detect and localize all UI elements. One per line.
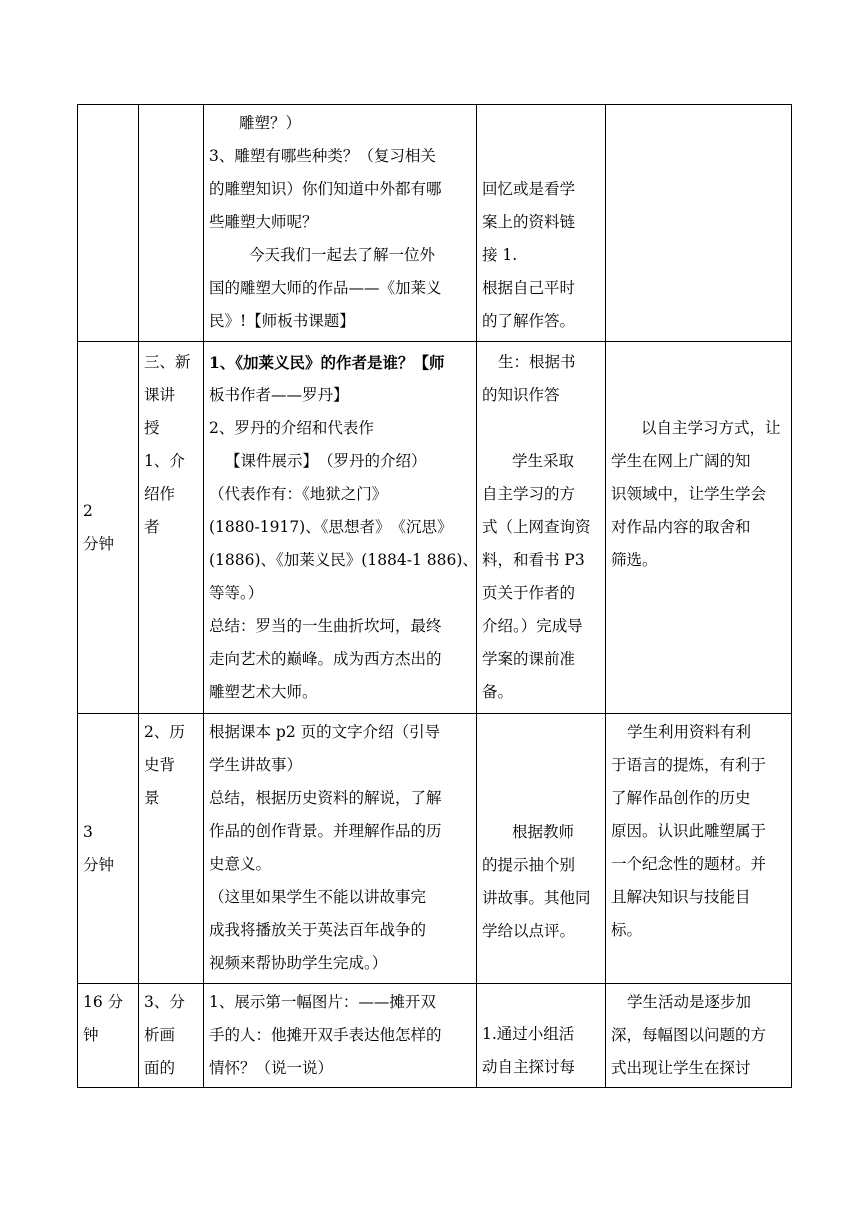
text-line: 介绍。）完成导 (482, 617, 583, 635)
text-line: 雕塑？） (239, 114, 302, 132)
stage-cell (139, 342, 204, 714)
text-line: 情怀？（说一说） (209, 1059, 334, 1077)
text-line: 回忆或是看学 (482, 180, 576, 198)
purpose-cell (606, 342, 792, 714)
text-line: 2 (83, 501, 93, 520)
text-line: 总结：罗当的一生曲折坎坷，最终 (209, 617, 442, 635)
text-line: 式（上网查询资 (482, 518, 591, 536)
text-line: 筛选。 (611, 551, 658, 569)
text-line: 对作品内容的取舍和 (611, 518, 751, 536)
text-line: 2、历 (144, 723, 185, 741)
text-line: 识领域中，让学生学会 (611, 485, 767, 503)
text-line: 一个纪念性的题材。并 (611, 855, 767, 873)
text-line: 走向艺术的巅峰。成为西方杰出的 (209, 650, 442, 668)
text-line: 成我将播放关于英法百年战争的 (209, 921, 427, 939)
table-row (78, 714, 792, 984)
text-line: 3、分 (144, 993, 185, 1011)
lesson-plan-table (77, 104, 792, 1088)
student-activity-cell (477, 105, 606, 342)
purpose-cell (606, 105, 792, 342)
stage-cell (139, 714, 204, 984)
text-line: 国的雕塑大师的作品——《加莱义 (209, 279, 442, 297)
student-activity-cell (477, 342, 606, 714)
text-line: 学生利用资料有利 (627, 723, 752, 741)
text-line (209, 272, 471, 305)
text-line: 3、雕塑有哪些种类？（复习相关 (209, 147, 436, 165)
text-line: 学生讲故事） (209, 756, 303, 774)
stage-cell (139, 984, 204, 1088)
teacher-activity-cell (204, 714, 477, 984)
text-line: 雕塑艺术大师。 (209, 683, 318, 701)
text-line: 的知识作答 (482, 386, 560, 404)
text-line: 课讲 (144, 386, 176, 404)
text-line: 深，每幅图以问题的方 (611, 1026, 767, 1044)
text-line: 标。 (611, 921, 643, 939)
purpose-cell (606, 984, 792, 1088)
student-activity-cell (477, 984, 606, 1088)
text-line: 1、展示第一幅图片：——摊开双 (209, 993, 436, 1011)
text-line: 学生在网上广阔的知 (611, 452, 751, 470)
text-line: 史背 (144, 756, 176, 774)
text-line: 1、介 (144, 452, 185, 470)
text-line: 2、罗丹的介绍和代表作 (209, 419, 374, 437)
text-line: 案上的资料链 (482, 213, 576, 231)
text-line: 分钟 (83, 855, 115, 874)
text-line: 于语言的提炼，有利于 (611, 756, 767, 774)
text-line: 今天我们一起去了解一位外 (249, 246, 436, 264)
text-line: 学给以点评。 (482, 922, 576, 940)
text-line: 等等。） (209, 584, 264, 602)
text-line: 备。 (482, 683, 514, 701)
student-activity-cell (477, 714, 606, 984)
teacher-activity-cell (204, 342, 477, 714)
table-row (78, 342, 792, 714)
text-line: （代表作有：《地狱之门》 (209, 485, 388, 503)
text-line: 16 分 (83, 993, 124, 1011)
text-line: 作品的创作背景。并理解作品的历 (209, 822, 442, 840)
text-line: 页关于作者的 (482, 584, 576, 602)
text-line: 学生采取 (512, 452, 575, 470)
text-line: 1、《加莱义民》的作者是谁？【师 (209, 353, 445, 372)
text-line: (1886)、《加莱义民》(1884-1 886)、 (209, 551, 478, 569)
text-line: 三、新 (144, 353, 191, 371)
text-line: 的了解作答。 (482, 312, 576, 330)
text-line: 分钟 (83, 534, 115, 553)
text-line: 料，和看书 P3 (482, 551, 585, 569)
text-line: 3 (83, 822, 93, 841)
text-line: 绍作 (144, 485, 176, 503)
text-line: 原因。认识此雕塑属于 (611, 822, 767, 840)
text-line: 视频来帮协助学生完成。） (209, 954, 388, 972)
text-line: 钟 (83, 1026, 99, 1044)
time-cell (78, 342, 139, 714)
text-line: 总结，根据历史资料的解说，了解 (209, 789, 442, 807)
text-line: 接 1. (482, 246, 518, 264)
time-cell (78, 105, 139, 342)
teacher-activity-cell (204, 105, 477, 342)
text-line: 【课件展示】 （罗丹的介绍） (225, 452, 427, 470)
text-line: 民》!【师板书课题】 (209, 312, 355, 330)
text-line: 且解决知识与技能目 (611, 888, 751, 906)
teacher-activity-cell (204, 984, 477, 1088)
table-row (78, 105, 792, 342)
table-row (78, 984, 792, 1088)
text-line: 学案的课前准 (482, 650, 576, 668)
text-line: 生：根据书 (498, 353, 576, 371)
text-line: 的雕塑知识）你们知道中外都有哪 (209, 180, 442, 198)
text-line: 讲故事。其他同 (482, 889, 591, 907)
purpose-cell (606, 714, 792, 984)
stage-cell (139, 105, 204, 342)
text-line: （这里如果学生不能以讲故事完 (209, 888, 427, 906)
time-cell (78, 714, 139, 984)
text-line: 手的人：他摊开双手表达他怎样的 (209, 1026, 442, 1044)
text-line: 根据自己平时 (482, 279, 576, 297)
text-line: 些雕塑大师呢？ (209, 213, 318, 231)
text-line: 1.通过小组活 (482, 1025, 575, 1043)
text-line: (1880-1917)、《思想者》 《沉思》 (209, 518, 453, 536)
text-line: 者 (144, 518, 160, 536)
text-line: 式出现让学生在探讨 (611, 1059, 751, 1077)
text-line: 板书作者——罗丹】 (209, 386, 349, 404)
text-line: 以自主学习方式，让 (641, 419, 781, 437)
text-line: 根据教师 (512, 823, 575, 841)
text-line: 景 (144, 789, 160, 807)
text-line: 学生活动是逐步加 (627, 993, 752, 1011)
text-line: 授 (144, 419, 160, 437)
text-line: 析画 (144, 1026, 176, 1044)
text-line: 了解作品创作的历史 (611, 789, 751, 807)
text-line: 动自主探讨每 (482, 1058, 576, 1076)
time-cell (78, 984, 139, 1088)
text-line (482, 412, 600, 445)
text-line: 根据课本 p2 页的文字介绍（引导 (209, 723, 441, 741)
text-line: 史意义。 (209, 855, 272, 873)
text-line: 的提示抽个别 (482, 856, 576, 874)
text-line: 自主学习的方 (482, 485, 576, 503)
text-line: 面的 (144, 1059, 176, 1077)
